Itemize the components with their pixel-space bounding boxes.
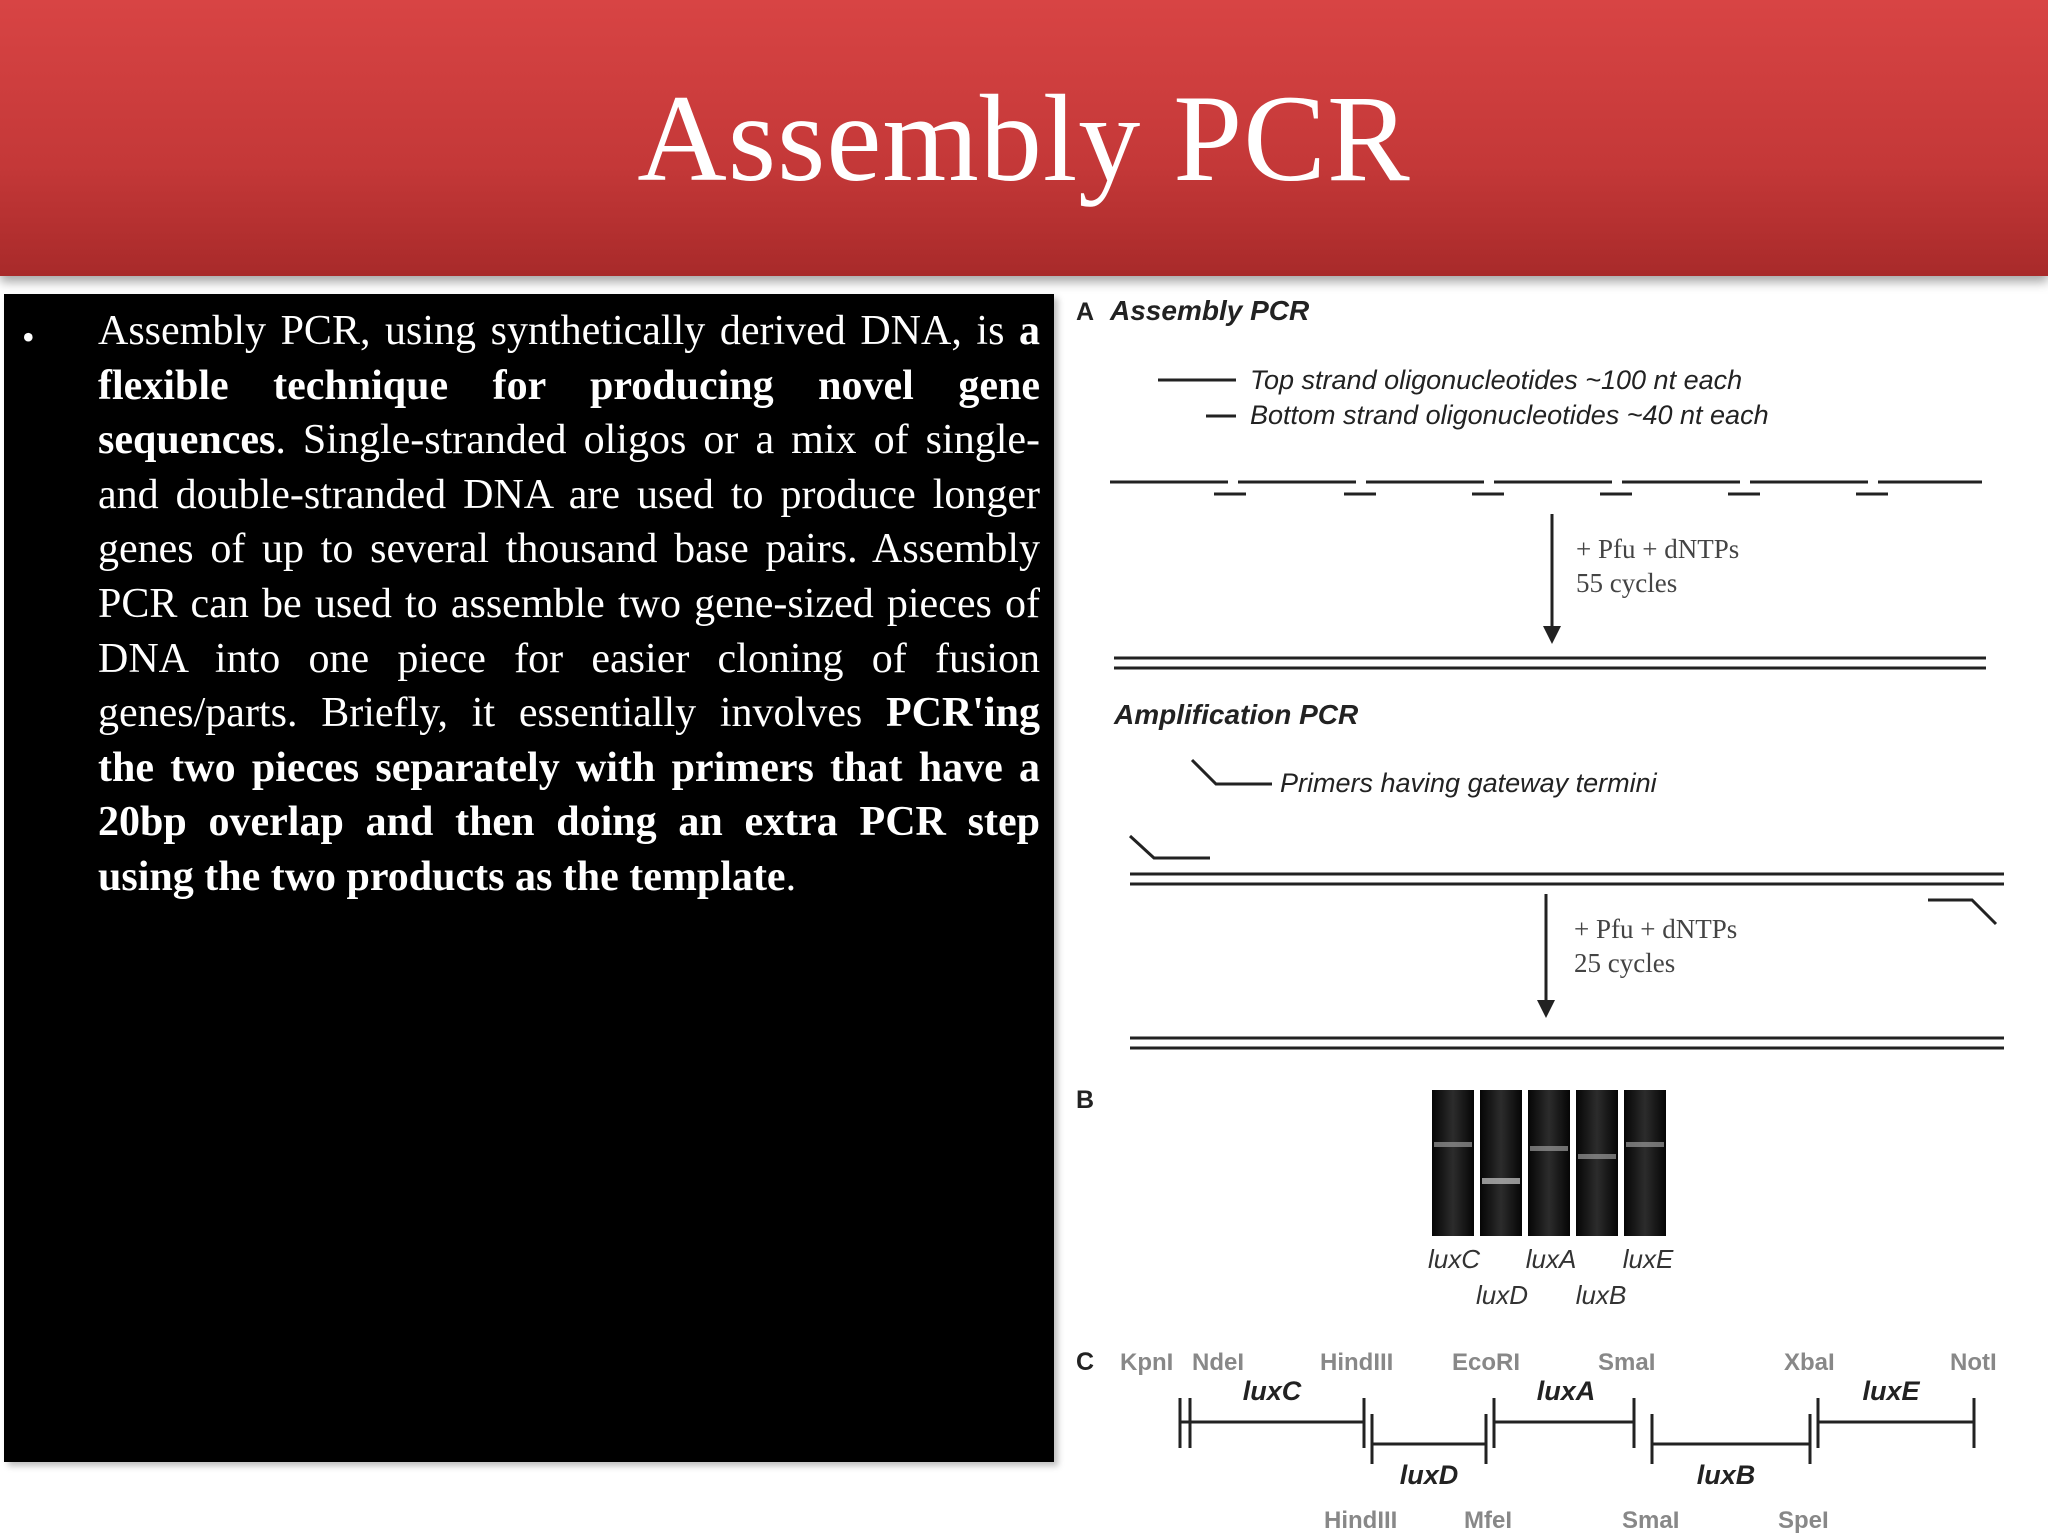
gel-image xyxy=(1432,1090,1666,1236)
paragraph-text: . xyxy=(785,853,797,900)
lane-label: luxC xyxy=(1427,1244,1481,1274)
paragraph-bold-text: a flexible technique for producing novel gene sequences xyxy=(98,308,1040,464)
page-title: Assembly PCR xyxy=(637,70,1411,207)
gene-label: luxE xyxy=(1862,1376,1920,1406)
restriction-site-label: EcoRI xyxy=(1452,1349,1521,1376)
restriction-site-label: MfeI xyxy=(1464,1507,1512,1534)
primer-legend: Primers having gateway termini xyxy=(1280,768,1657,798)
lane-label: luxE xyxy=(1622,1244,1674,1274)
paragraph-bold-text: PCR'ing the two pieces separately with primers that have a 20bp overlap and then doing an extra PCR step using the two products as the template xyxy=(98,690,1040,900)
gene-label: luxD xyxy=(1399,1460,1459,1490)
paragraph-text: Assembly PCR, using synthetically derived DNA, is xyxy=(98,308,1019,354)
step2-cycles: 25 cycles xyxy=(1574,948,1676,978)
gel-lane xyxy=(1432,1090,1474,1236)
lane-label: luxB xyxy=(1575,1280,1627,1310)
amplification-pcr-heading: Amplification PCR xyxy=(1114,699,1359,730)
text-panel xyxy=(4,294,1054,1462)
gene-label: luxB xyxy=(1696,1460,1756,1490)
reverse-primer xyxy=(1928,900,1996,924)
bullet-paragraph xyxy=(98,304,1040,905)
gel-band xyxy=(1626,1142,1664,1147)
primer-legend-icon xyxy=(1192,760,1272,784)
assembly-pcr-heading: Assembly PCR xyxy=(1110,295,1310,326)
gel-band xyxy=(1434,1142,1472,1147)
restriction-site-label: SpeI xyxy=(1778,1507,1829,1534)
panel-a-letter: A xyxy=(1076,298,1095,326)
panel-a xyxy=(1076,295,2004,1048)
gene-label: luxA xyxy=(1536,1376,1596,1406)
gene-labels-bottom xyxy=(1400,1460,1756,1490)
restriction-site-label: NdeI xyxy=(1192,1349,1245,1376)
gel-lane xyxy=(1624,1090,1666,1236)
forward-primer xyxy=(1130,836,1210,858)
panel-b xyxy=(1076,1086,1674,1310)
step1-reagents: + Pfu + dNTPs xyxy=(1576,534,1740,564)
gel-lane xyxy=(1576,1090,1618,1236)
gene-label: luxC xyxy=(1242,1376,1302,1406)
restriction-site-label: SmaI xyxy=(1622,1507,1680,1534)
panel-c-letter: C xyxy=(1076,1348,1095,1376)
step1-cycles: 55 cycles xyxy=(1576,568,1678,598)
gel-lane-labels xyxy=(1428,1244,1674,1310)
arrow-down-icon xyxy=(1537,1000,1555,1018)
gel-lane xyxy=(1528,1090,1570,1236)
gel-lane xyxy=(1480,1090,1522,1236)
bottom-strand-legend: Bottom strand oligonucleotides ~40 nt each xyxy=(1250,400,1769,430)
construct-map xyxy=(1180,1398,1974,1464)
restriction-sites-top xyxy=(1120,1349,1997,1376)
assembly-pcr-figure xyxy=(1062,294,2048,1536)
restriction-site-label: XbaI xyxy=(1784,1349,1835,1376)
restriction-site-label: SmaI xyxy=(1598,1349,1656,1376)
gel-band xyxy=(1578,1154,1616,1159)
lane-label: luxD xyxy=(1475,1280,1529,1310)
arrow-down-icon xyxy=(1543,626,1561,644)
restriction-site-label: KpnI xyxy=(1120,1349,1174,1376)
restriction-site-label: NotI xyxy=(1950,1349,1997,1376)
title-banner xyxy=(0,0,2048,276)
paragraph-text: . Single-stranded oligos or a mix of single- and double-stranded DNA are used to produce longer genes of up to several thousand base pairs. Assembly PCR can be used to assemble two gene-sized pieces of DNA into one piece for easier cloning of fusion genes/parts. Briefly, it essentially involves xyxy=(98,417,1040,737)
panel-b-letter: B xyxy=(1076,1086,1095,1114)
restriction-site-label: HindIII xyxy=(1320,1349,1394,1376)
restriction-sites-bottom xyxy=(1324,1507,1829,1534)
bullet-icon: • xyxy=(22,317,35,357)
gel-band xyxy=(1482,1178,1520,1184)
restriction-site-label: HindIII xyxy=(1324,1507,1398,1534)
step2-reagents: + Pfu + dNTPs xyxy=(1574,914,1738,944)
top-strand-legend: Top strand oligonucleotides ~100 nt each xyxy=(1250,365,1743,395)
lane-label: luxA xyxy=(1525,1244,1577,1274)
panel-c xyxy=(1076,1348,1997,1534)
gel-band xyxy=(1530,1146,1568,1151)
